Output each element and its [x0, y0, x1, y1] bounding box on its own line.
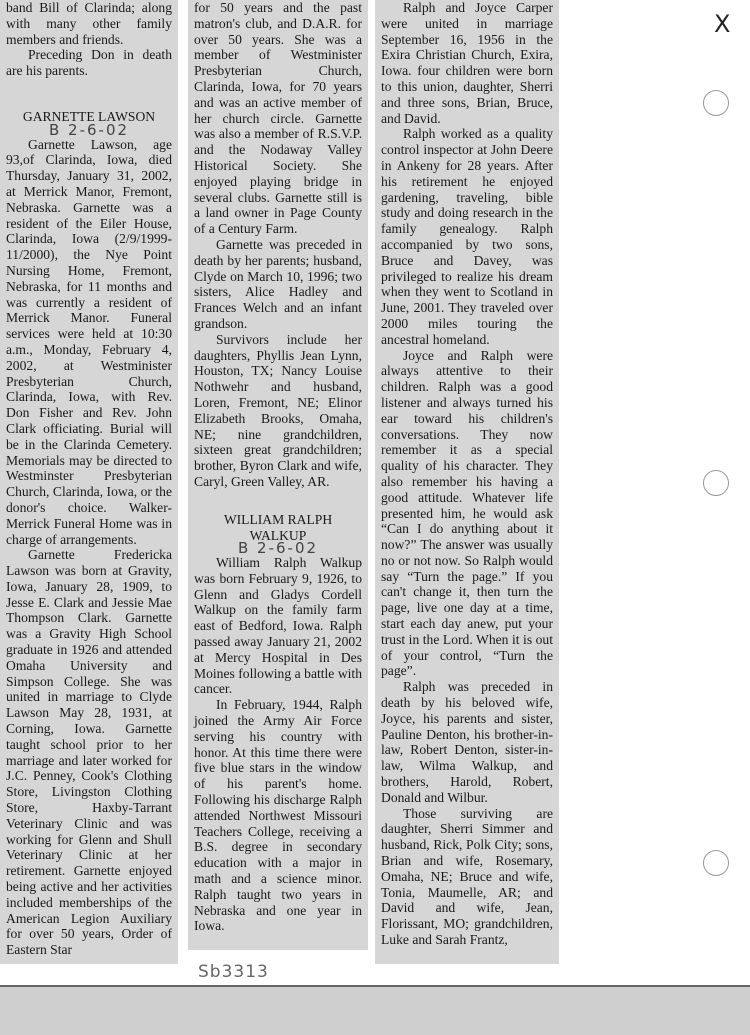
obituary-heading: WALKUP	[249, 527, 307, 543]
paragraph: for 50 years and the past matron's club, and D.A.R. for over 50 years. She was a member of Westminister Presbyterian Church, Clarinda, Iowa, for 70 years and was an active member of her church circle. Garnette was also a member of R.S.V.P. and the Nodaway Valley Historical Society. She enjoyed playing bridge in several clubs. Garnette still is a land owner in Page County of a Century Farm.	[194, 0, 362, 237]
paragraph: Those surviving are daughter, Sherri Simmer and husband, Rick, Polk City; sons, Brian and wife, Rosemary, Omaha, NE; Bruce and wife, Tonia, Maumelle, AR; and David and wife, Jean, Florissant, MO; grandchildren, Luke and Sarah Frantz,	[381, 805, 553, 948]
paragraph: Garnette Lawson, age 93,of Clarinda, Iowa, died Thursday, January 31, 2002, at Merrick Manor, Fremont, Nebraska. Garnette was a resident of the Eiler House, Clarinda, Iowa (2/9/1999-11/2000), the Nye Point Nursing Home, Fremont, Nebraska, for 11 months and was currently a resident of Merrick Manor. Funeral services were held at 10:30 a.m., Monday, February 4, 2002, at Westminister Presbyterian Church, Clarinda, Iowa, with Rev. Don Fisher and Rev. John Clark officiating. Burial will be in the Clarinda Cemetery. Memorials may be directed to Westminster Presbyterian Church, Clarinda, Iowa, or the donor's choice. Walker-Merrick Funeral Home was in charge of arrangements.	[6, 136, 172, 547]
handwritten-date: B 2-6-02	[237, 539, 319, 558]
column-2	[188, 0, 368, 950]
obituary-heading: WILLIAM RALPH	[223, 511, 333, 527]
obituary-heading: GARNETTE LAWSON	[22, 108, 156, 124]
paragraph: Preceding Don in death are his parents.	[6, 47, 172, 79]
paragraph: Survivors include her daughters, Phyllis Jean Lynn, Houston, TX; Nancy Louise Nothwehr and husband, Loren, Fremont, NE; Elinor Elizabeth Brooks, Omaha, NE; nine grandchildren, sixteen great grandchildren; brother, Byron Clark and wife, Caryl, Green Valley, AR.	[194, 331, 362, 489]
binder-hole	[703, 90, 729, 116]
paragraph: Joyce and Ralph were always attentive to their children. Ralph was a good listener and always turned his ear toward his children's conversations. They now remember it as a special quality of his character. They also remember his having a good attitude. Whatever life presented him, he would ask “Can I do anything about it now?” The answer was usually no or not now. So Ralph would say “Turn the page.” If you can't change it, then turn the page, live one day at a time, start each day anew, put your trust in the Lord. When it is out of your control, “Turn the page”.	[381, 347, 553, 679]
column-3	[375, 0, 559, 964]
paragraph: William Ralph Walkup was born February 9, 1926, to Glenn and Gladys Cordell Walkup on the family farm east of Bedford, Iowa. Ralph passed away January 21, 2002 at Mercy Hospital in Des Moines following a battle with cancer.	[194, 555, 362, 697]
paragraph: Ralph and Joyce Carper were united in marriage September 16, 1956 in the Exira Christian Church, Exira, Iowa. four children were born to this union, daughter, Sherri and three sons, Brian, Bruce, and David.	[381, 0, 553, 126]
paragraph: Garnette was preceded in death by her parents; husband, Clyde on March 10, 1996; two sisters, Alice Hadley and Frances Welch and an infant grandson.	[194, 236, 362, 331]
paragraph: band Bill of Clarinda; along with many other family members and friends.	[6, 0, 172, 47]
binder-hole	[703, 470, 729, 496]
paragraph: Garnette Fredericka Lawson was born at Gravity, Iowa, January 28, 1909, to Jesse E. Clark and Jessie Mae Thompson Clark. Garnette was a Gravity High School graduate in 1926 and attended Omaha University and Simpson College. She was united in marriage to Clyde Lawson May 28, 1931, at Corning, Iowa. Garnette taught school prior to her marriage and later worked for J.C. Penney, Cook's Clothing Store, Livingston Clothing Store, Haxby-Tarrant Veterinary Clinic and was working for Glenn and Shull Veterinary Clinic at her retirement. Garnette enjoyed being active and her activities included memberships of the American Legion Auxiliary for over 50 years, Order of Eastern Star	[6, 547, 172, 958]
paragraph: Ralph worked as a quality control inspector at John Deere in Ankeny for 28 years. After his retirement he enjoyed gardening, traveling, bible study and doing research in the family genealogy. Ralph accompanied by two sons, Bruce and Davey, was privileged to realize his dream when they went to Scotland in June, 2001. They traveled over 2000 miles touring the ancestral homeland.	[381, 126, 553, 347]
binder-hole	[703, 850, 729, 876]
paragraph: Ralph was preceded in death by his beloved wife, Joyce, his parents and sister, Pauline Denton, his brother-in-law, Robert Denton, sister-in-law, Wilma Walkup, and brothers, Harold, Robert, Donald and Wilbur.	[381, 679, 553, 805]
handwritten-date: B 2-6-02	[48, 120, 130, 139]
column-1	[0, 0, 178, 964]
scanner-edge	[0, 985, 750, 1035]
handwritten-mark: X	[714, 10, 731, 38]
paragraph: In February, 1944, Ralph joined the Army Air Force serving his country with honor. At this time there were five blue stars in the window of his parent's home. Following his discharge Ralph attended Northwest Missouri Teachers College, receiving a B.S. degree in secondary education with a major in math and a science minor. Ralph taught two years in Nebraska and one year in Iowa.	[194, 697, 362, 934]
handwritten-stamp: Sb3313	[198, 962, 269, 982]
